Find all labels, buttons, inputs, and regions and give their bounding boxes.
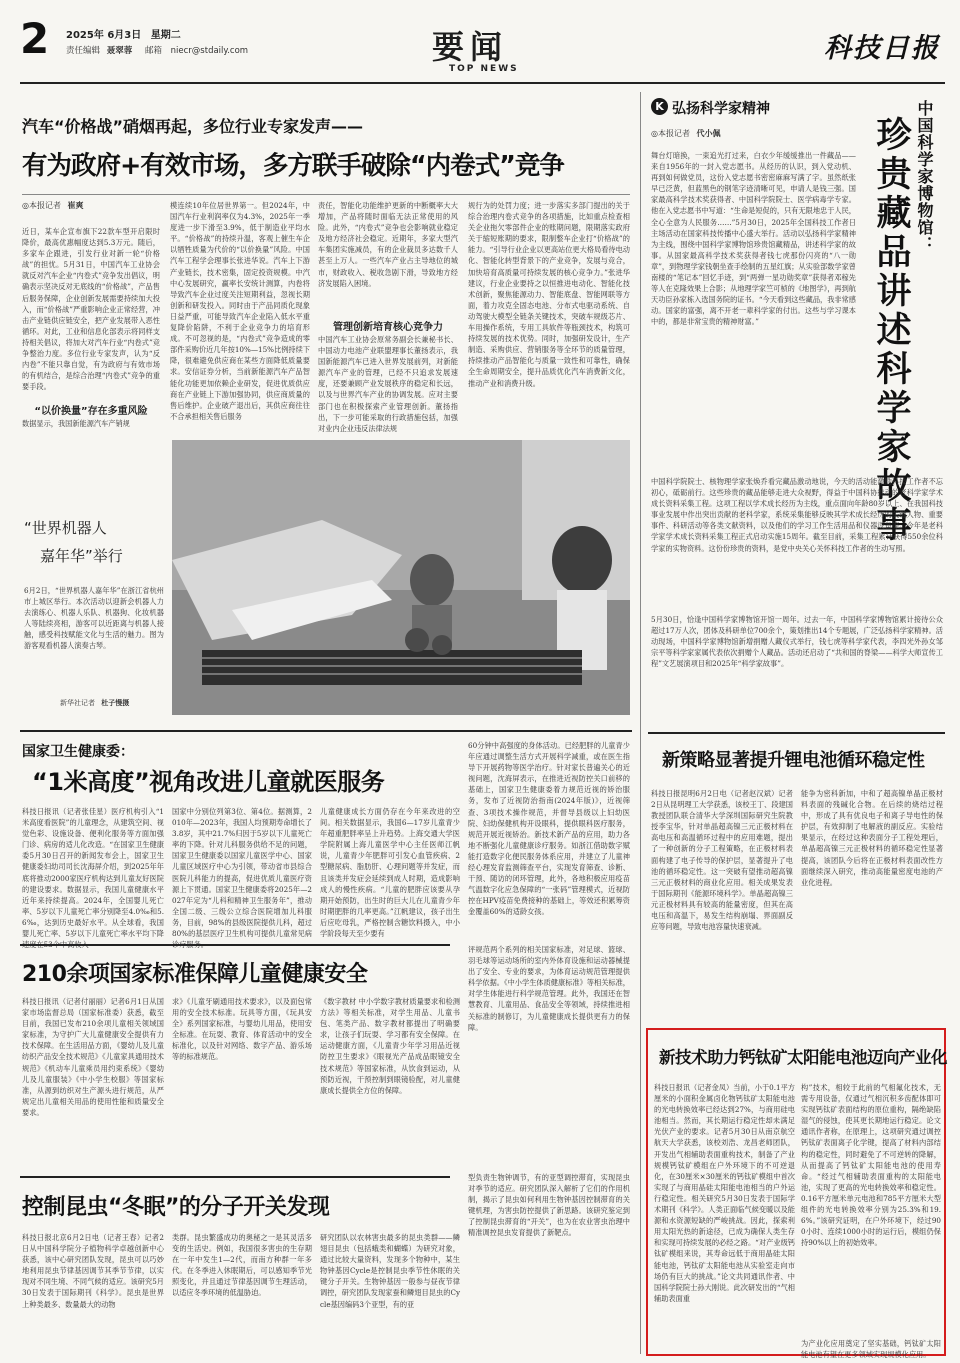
section-rule-3 [20, 1176, 450, 1178]
spirit-vertical-kicker: 中国科学家博物馆： [915, 100, 934, 253]
date-text: 2025年 6月3日 [66, 30, 142, 41]
spirit-body-3: 5月30日，恰逢中国科学家博物馆开馆一周年。过去一年，中国科学家博物馆累计接待公众超过17万人次，团体及科研单位700余个，策划推出14个专题展，广泛弘扬科学家精神。活动现场，中国科学家博物馆新增捐赠人藏仪式举行，钱七虎等科学家代表，李四光外孙女邹宗平等科学家家属代表依次捐赠个人藏品。活动还启动了“共和国的脊梁——科学大师宣传工程”文艺展演项目和2025年“科学家故事”。 [651, 615, 943, 669]
standards-column-4: 评规范两个系列的相关国家标准，对足球、篮球、羽毛球等运动场所的室内外体育设施和运动器械提出了安全、专业的要求，为体育运动规范管理提供科学依据。《中小学生体质健康标准》等相关标准，对学生体能进行科学规范管理。此外，我国还在智慧教育、儿童用品、食品安全等领域，持续推进相关标准的制修订，为儿童健康成长提供更有力的保障。 [468, 945, 630, 1032]
solar-headline: 新技术助力钙钛矿太阳能电池迈向产业化 [659, 1048, 947, 1067]
standards-column-2: 求》《儿童牙刷通用技术要求》，以及面包常用的安全技术标准。玩具等方面，《玩具安全》系列国家标准，与婴幼儿用品，使用安全标准。在玩耍、教育、体育活动中的安全标准化，以及针对网络、数字产品、游乐场等的标准规范。 [172, 997, 312, 1062]
health-column-2: 国家中分别位列第3位、第4位。据测算，2010年—2023年，我国人均预期寿命增长了3.8岁，其中21.7%归因于5岁以下儿童死亡率的下降。针对儿科服务供给不足的问题，国家卫生健康委以国家儿童医学中心、国家儿童区域医疗中心为引领，带动省市县综合医院儿科能力的提高，促进优质儿童医疗资源上下贯通。国家卫生健康委将2025年—2027年定为“儿科和精神卫生服务年”，推动全国二级、三级公立综合医院增加儿科服务，目前，98%的县级医院提供儿科，超过80%的基层医疗卫生机构可提供儿童常见病 [172, 807, 312, 939]
battery-column-2: 能争为密科新加，中和了超高镍单晶正极材料表面的残碱化合物。在后续的烧结过程中，形成了具有优良电子和离子导电性的保护层，有效抑制了电解液的副反应。实验结果显示，在经过这种表面分子工程处理后，单晶超高镍三元正极材料的循环稳定性显著提高，该团队今后将在正极材料表面改性方面继续深入研究，推动高能量密度电池的产业化进程。 [801, 789, 943, 887]
health-column-4: 60分钟中高强度的身体活动。已经肥胖的儿童青少年应通过调整生活方式开展科学减重，或在医生指导下开展药物等医学治疗。针对家长普遍关心的近视问题，沈海屏表示，在推进近视防控关口前移的基础上，国家卫生健康委着力规范近视的矫治服务，发布了近视防治指南(2024年版)》，近视筛查、3项技术操作规范，并督导县级以上妇幼医院、妇幼保健机构开设眼科，提供眼科医疗服务，规范开展近视矫治。新技术新产品的应用，助力各地不断强化儿童健康诊疗服务。如浙江借助数字赋能打造数字化便民服务体系应用，并建立了儿童神经心理发育监测筛查平台，实现发育筛查、诊断、干预、随访的闭环管理，此外，各地积极应用疫苗气温数字化应急保障的“一张码”管理模式，近视防控在HPV疫苗免费接种的基础上，等效还积累筹资金覆盖60%的适龄女孩。 [468, 741, 630, 917]
insects-column-3: 研究团队以农林害虫最多的昆虫类群——鳞翅目昆虫（包括蛾类和蝴蝶）为研究对象，通过比较大量资料，发现多个物种中，某生物钟基因Cycle是控制昆虫季节性休眠的关键分子开关。生物钟基因一般参与昼夜节律调控，研究团队发现家蚕和鳞翅目昆虫的Cycle基因编码3个亚型，有的亚 [320, 1233, 460, 1309]
robot-title-2: 嘉年华”举行 [40, 547, 123, 565]
robot-illustration [172, 440, 630, 715]
lead-subhead-1: “以价换量”存在多重风险 [34, 406, 148, 417]
weekday-text: 星期二 [150, 30, 181, 41]
lead-headline: 有为政府+有效市场，多方联手破除“内卷式”竞争 [22, 151, 564, 181]
editor-label: 责任编辑 [66, 46, 101, 56]
editor-line [66, 44, 248, 56]
byline-name: 代小佩 [696, 129, 721, 138]
insects-column-4: 型负责生物钟调节，有的亚型调控滞育，实现昆虫对季节的适应。研究团队深入解析了它们的作用机制，揭示了昆虫如何利用生物钟基因控制滞育的关键机理，为害虫防控提供了新思路。该研究鉴定到了控制昆虫滞育的“开关”，也为在农业害虫治理中精准调控昆虫发育提供了新靶点。 [468, 1173, 630, 1238]
battery-column-1: 科技日报昆明6月2日电（记者赵汉斌）记者2日从昆明理工大学获悉，该校王丁、段建国教授团队联合清华大学深圳国际研究生院教授李宝华，针对单晶超高镍三元正极材料在高电压和高温循环过程中的应用难题，提出了一种创新的分子工程策略，在正极材料表面构建了电子传导的保护层，显著提升了电池的循环稳定性。这一突破有望推动超高镍三元正极材料的商业化应用。相关成果发表于国际期刊《能源环境科学》。单晶超高镍三元正极材料具有较高的能量密度，但其在高电压和高温下，易发生结构崩塌、界面副反应等问题，导致电池容量快速衰减。 [651, 789, 793, 932]
column-divider [640, 92, 641, 1354]
masthead-rule [20, 82, 945, 84]
email-label: 邮箱 [144, 46, 162, 56]
battery-headline: 新策略显著提升锂电池循环稳定性 [662, 750, 925, 771]
spirit-kicker: 弘扬科学家精神 [672, 101, 770, 117]
health-headline: “1米高度”视角改进儿童就医服务 [32, 768, 385, 796]
byline-name: 崔爽 [67, 201, 84, 210]
solar-column-1: 科技日报讯（记者金凤）当前，小于0.1平方厘米的小面积金属卤化物钙钛矿太阳能电池的光电转换效率已经达到27%，与商用硅电池相当。然而，其长期运行稳定性却未满足光伏产业的要求。记者5月30日从南京航空航天大学获悉，该校刘浩、龙昌老师团队，开发出气相辅助表面重构技术，制备了产业规模钙钛矿模组在户外环境下的不可逆退化，在30厘米×30厘米的钙钛矿模组中首次实现了与商用晶硅太阳能电池相当的户外运行稳定性。相关研究5月30日发表于国际学术期刊《科学》。人类正面临气候变暖以及能源和水资源短缺的严峻挑战。因此，探索利用太阳光热的新途径，已成为确保人类生存和实现可持续发展的必经之路。“对产业级钙钛矿模组来说，其寿命远低于商用晶硅太阳能电池，钙钛矿太阳能电池从实验室走向市场仍有巨大的挑战。”论文共同通讯作者、中国科学院院士孙大刚说。此次研发出的“气相辅助表面重 [654, 1083, 795, 1303]
spirit-vertical-headline: 珍贵藏品讲述科学家故事 [871, 116, 911, 545]
standards-column-3: 《数字教材 中小学数字教材质量要求和检测方法》等相关标准，对学生用品、儿童书包、笔类产品、数字教材都提出了明确要求，让孩子们玩耍、学习都有安全保障。在运动健康方面，《儿童青少年学习用品近视防控卫生要求》《眼视光产品成品眼镜安全技术规范》等国家标准，从饮食到运动，从预防近视，干预控制到眼镜验配，对儿童健康成长提供全方位的保障。 [320, 997, 460, 1095]
lead-byline [22, 200, 84, 211]
lead-rule [22, 194, 630, 195]
solar-column-2: 构”技术，相较于此前的气相氟化技术，无需专用设备，仅通过气相沉积多齿配体即可实现钙钛矿表面结构的原位重构，隔绝缺陷湿气的侵蚀，使其更长期地运行稳定。论文通讯作者称，在原理上，这项研究通过调控钙钛矿表面离子化学键，提高了材料内部结构的稳定性，同时避免了不可逆转的降解，从而提高了钙钛矿太阳能电池的使用寿命。“经过气相辅助表面重构的太阳能电池，实现了更高的光电转换效率和稳定性。0.16平方厘米单元电池和785平方厘米大型组件的光电转换效率分别为25.3%和19.6%。”该研究证明，在户外环境下，经过900小时、连续1000小时的运行后，模组仍保持90%以上的初始效率。 [801, 1083, 941, 1248]
editor-name: 聂翠蓉 [106, 46, 133, 56]
page-number: 2 [20, 14, 50, 63]
health-column-1: 科技日报讯（记者张佳星）医疗机构引入“1米高度看医院”的儿童理念，从建筑空间、视觉色彩、设施设备、便利化服务等方面加强门诊、病房的适儿化改造。“在国家卫生健康委5月30日召开的新闻发布会上，国家卫生健康委妇幼司司长沈海屏介绍，到2025年年底将推动2000家医疗机构达到儿童友好医院的建设要求。数据显示，我国儿童健康水平近年来持续提高。2024年，全国婴儿死亡率、5岁以下儿童死亡率分别降至4.0‰和5.6‰，达到历史最好水平。从全球看，我国婴儿死亡率、5岁以下儿童死亡率水平均下降 [22, 807, 164, 939]
robot-title-1: “世界机器人 [24, 519, 107, 537]
robot-photo [172, 440, 630, 715]
insects-column-2: 类群。昆虫繁盛成功的奥秘之一是其灵活多变的生活史。例如，我国很多害虫的生存期在一年中发生1—2代，而南方种群一年多代。在冬季进入休眠期后，可以感知季节光照变化，并且通过节律基因调节生理活动，以适应冬季环境的低温胁迫。 [172, 1233, 312, 1298]
byline-label: ◎本报记者 [22, 201, 61, 210]
lead-column-3b: 中国汽车工业协会原常务副会长兼秘书长、中国动力电池产业联盟理事长董扬表示，我国新能源汽车已进入世界发展前列，对新能源汽车产业的管理，已经不只追求发展速度，还要兼顾产业发展秩序的稳定和长远，以及与世界汽车产业的协调发展。应对主要部门也在积极探索产业管理创新。董扬指出，下一步可能采取的行政措施包括，加强对业内企业违反法律法规 [318, 335, 458, 433]
spirit-badge: K [651, 98, 668, 115]
section-subtitle: TOP NEWS [449, 64, 519, 74]
lead-column-2: 模连续10年位居世界第一。但2024年，中国汽车行业利润率仅为4.3%，2025年一季度进一步下滑至3.9%，低于制造业平均水平。“价格战”的持续升温，客观上催生车企以牺牲质量为代价的“以价换量”风险。中国汽车工程学会理事长张进华说。汽车上下游产业链长，技术密集，固定投资规模。中汽中心发展研究，赢率长安统计测算，内卷将导致汽车企业过度关注短期利益，忽视长期创新和研发投入。同时由于产品同质化现象日益严重，可能导致汽车企业陷入低水平重复降价陷阱，不利于企业竞争力的培育形成。不可忽视的是，“内卷式”竞争造成的零部件采购价近几年按10%—15%比例持续下降，很难避免供应商在某些方面降低质量要求。安信证券分析，当前新能源汽车产品智能化功能更加依赖企业研发，促进优质供应商在产业链上下游加强协同，供应商质量的售后维护。企业破产退出后，其供应商往往不合承担相关售后服务 [170, 201, 310, 421]
byline-label: ◎本报记者 [651, 129, 690, 138]
spirit-body-1: 舞台灯暗换，一束追光打过来，白衣少年缓缓推出一件藏品——来自1956年的一封入党志愿书。从经历的认识，到入党动机、再到如何做党员，这份入党志愿书密密麻麻写满了字。虽然纸张早已泛黄，但蓝黑色的钢笔字迹清晰可见，申请人是钱三强。国家最高科学技术奖获得者、中国科学院院士、医学病毒学专家。他在入党志愿书中写道：“生命是短促的，只有无限地忠于人民，全心全意为人民服务……”5月30日，2025年全国科技工作者日主场活动在国家科技传播中心盛大举行。活动以弘扬科学家精神为主线，围绕中国科学家博物馆珍贵馆藏精品，讲述科学家的故事。从国家最高科学技术奖获得者钱七虎那份闪亮的“八一勋章”，到物理学家钱朝坐查手绘制的五星红旗；从实验部数学家曾南楼的“笔记本”回忆手迹，到“两弹一星功勋奖章”获得者邓稼先等人在克隆效果上合影；从地理学家竺可桢的《地图学》，再到航天功臣孙家栋入选国务院的证书。“今天看到这些藏品，我非常感动。国家的富强，离不开老一辈科学家的付出。这些与学习课本中的，都是非常宝贵的精神财富。” [651, 151, 856, 327]
issue-date [66, 26, 181, 41]
email-address: niecr@stdaily.com [170, 46, 249, 56]
paper-logo: 科技日报 [824, 33, 940, 64]
lead-column-1: 近日，某车企宣布旗下22款车型开启限时降价，最高优惠幅度达到5.3万元。随后，多家车企跟进，引发行业对新一轮“价格战”的担忧。5月31日，中国汽车工业协会就反对汽车企业“内卷式”竞争发出倡议，明确表示坚决反对无底线的“价格战”，产品售后服务保障，企业创新发展需要持续加大投入，而“价格战”严重影响企业正常经营，冲击产业链供应链安全，把产业发展带入恶性循环。对此，工业和信息化部表示将同样支持相关倡议，将加大对汽车行业“内卷式”竞争整治力度。多位行业专家发声，认为“反内卷”不能只靠自觉，有为政府与有效市场的有机结合，是综合治理“内卷式”竞争的重要手段。 [22, 227, 160, 392]
robot-caption: 6月2日，“世界机器人嘉年华”在浙江省杭州市上城区举行。本次活动以迎新会机器人力去演练心、机器人乐队、机器狗、化妆机器人等陆续亮相，游客可以近距离与机器人接触，感受科技赋能文化与生活的魅力。图为游客观看机器人演奏古琴。 [24, 586, 164, 651]
robot-credit [60, 698, 129, 708]
solar-column-2-tail: 为产业化应用奠定了坚实基础，钙钛矿太阳能电池有望在更多领域实现规模化应用。 [801, 1339, 941, 1360]
section-rule-1 [20, 730, 632, 732]
standards-headline: 210余项国家标准保障儿童健康安全 [22, 962, 368, 987]
section-rule-4 [648, 732, 945, 734]
insects-column-1: 科技日报北京6月2日电（记者王春）记者2日从中国科学院分子植物科学卓越创新中心获悉，该中心研究团队发现，昆虫可以巧妙地利用昆虫节律基因调节其季节节律，以实现对不同生境、不同气候的适应。该研究5月30日发表于国际期刊《科学》。昆虫是世界上种类最多、数量最大的动物 [22, 1233, 164, 1309]
spirit-body-2: 中国科学院院士、核物理学家张焕乔看完藏品激动地说，今天的活动能激励科技工作者不忘初心，砥砺前行。这些珍贵的藏品能够走进大众视野，得益于中国科协推动的老科学家学术成长资料采集工程。这项工程以学术成长经历为主线，重点面向年龄80岁以上、在我国科技事业发展中作出突出贡献的老科学家，系统采集能够反映其学术成长经历的关键人物、重要事件、科研活动等各类文献资料，以及他们的学习工作生活用品和仪器设备等。今年是老科学家学术成长资料采集工程正式启动实施15周年。截至目前，采集工程累计获得550余位科学家的实物资料。这份份珍贵的资料，是党中央关心关怀科技工作者的生动写照。 [651, 477, 943, 553]
standards-column-1: 科技日报讯（记者付丽丽）记者6月1日从国家市场监督总局（国家标准委）获悉，截至目前，我国已发布210余项儿童相关领域国家标准，为守护广大儿童健康安全提供有力技术保障。在生活用品方面，《婴幼儿及儿童纺织产品安全技术规范》《儿童家具通用技术规范》《机动车儿童乘员用约束系统》《婴幼儿及儿童服装》《中小学生校服》等国家标准，从源到纺织对生产源头进行规范，从严规定出儿童相关用品的使用性能和质量安全要求。 [22, 997, 164, 1117]
lead-subhead-2: 管理创新培育核心竞争力 [333, 322, 443, 333]
insects-headline: 控制昆虫“冬眠”的分子开关发现 [22, 1195, 330, 1220]
lead-column-3: 责任，智能化功能维护更新的中断概率大大增加，产品将随时面临无法正常使用的风险。此外，“内卷式”竞争也会影响就业稳定及地方经济社会稳定。近期年，多家大型汽车集团实施减员，有的企业裁员多达数千人甚至上万人。一些汽车产业占主导地位的城市，财政收入、税收急剧下滑，导致地方经济发展陷入困境。 [318, 201, 458, 288]
spirit-byline [651, 128, 721, 139]
health-column-3: 儿童健康成长方面仍存在今年来改进的空间。相关数据显示，我国6—17岁儿童青少年超重肥胖率呈上升趋势。上海交通大学医学院附属上海儿童医学中心主任医师江帆说，儿童青少年肥胖可引发心血管疾病、2型糖尿病、脂肪肝、心理问题等并发症，而且该类并发症会延续到成人时期，造成影响成人的慢性疾病。“儿童的肥胖应该要从孕期开始预防，出生时的巨大儿在儿童青少年时期肥胖的几率更高。”江帆建议，孩子出生后应吃母乳，严格控制含糖饮料摄入，中小学阶段每天至少要有 [320, 807, 460, 939]
lead-column-4: 规行为的处罚力度；进一步落实多部门提出的关于综合治理内卷式竞争的各项措施，比如重点检查相关企业拖欠零部件企业的账期问题，限期落实政府关于缩短账期的要求，限制整车企业打“价格战”的能力。“引导行业企业以更高站位更大格局看待电动化、智能化转型背景下的产业竞争，发展与竞合，加快培育高质量可持续发展的核心竞争力。”张进华建议，行业企业要持之以恒推进电动化、智能化技术创新，聚焦能源动力、智能底盘、智能网联等方面，着力攻克全固态电池、分布式电驱动系统、自动驾驶大模型全链条关键技术，突破车规级芯片、车用操作系统，专用工具软件等瓶颈技术，构筑可持续发展的技术优势。同时，加强研发设计，生产制造、采购供应、营销服务等全环节的质量管理，持续推动产品智能化与质量一致性和可靠性，确保全生命周期安全，提升品质优化汽车消费新文化，推动产业和消费升级。 [468, 201, 630, 388]
lead-column-1b: 数据显示，我国新能源汽车产销规 [22, 419, 130, 428]
credit-label: 新华社记者 [60, 699, 95, 707]
section-title: 要闻 [432, 28, 509, 66]
section-rule-2 [20, 944, 450, 946]
lead-kicker: 汽车“价格战”硝烟再起，多位行业专家发声—— [22, 117, 364, 136]
credit-name: 杜子慢摄 [101, 699, 130, 707]
health-kicker: 国家卫生健康委： [22, 744, 134, 760]
